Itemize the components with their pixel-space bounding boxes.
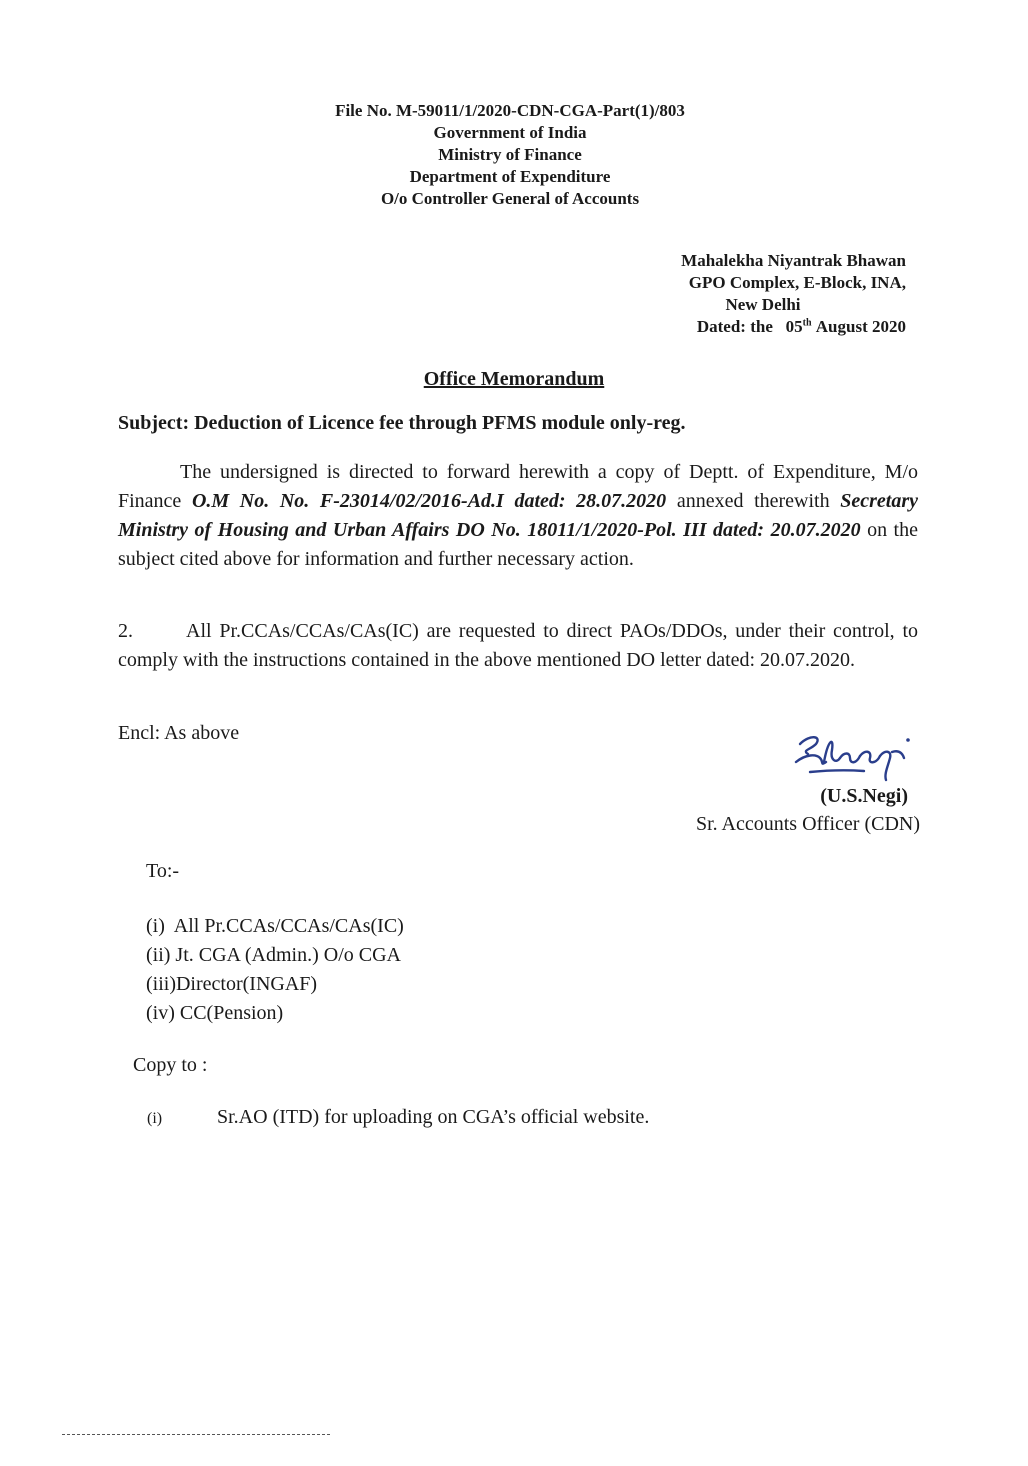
recipients-label: To:-: [146, 860, 180, 882]
copy-to-item: [147, 1106, 649, 1129]
signature-block: [620, 728, 920, 838]
para1-text-3: on the subject cited above for information and further necessary action.: [118, 519, 918, 570]
recipient-item: (ii) Jt. CGA (Admin.) O/o CGA: [146, 944, 401, 966]
address-city: New Delhi: [725, 295, 801, 314]
recipient-item: (iii)Director(INGAF): [146, 973, 318, 995]
header-ministry: Ministry of Finance: [438, 145, 582, 164]
file-number: File No. M-59011/1/2020-CDN-CGA-Part(1)/803: [335, 101, 685, 120]
signatory-name: (U.S.Negi): [820, 785, 908, 807]
date-prefix: Dated: the: [696, 317, 773, 336]
memo-title: Office Memorandum: [423, 368, 605, 390]
paragraph-2: [118, 617, 918, 675]
para2-text: All Pr.CCAs/CCAs/CAs(IC) are requested to direct PAOs/DDOs, under their control, to comply with the instructions contained in the above mentioned DO letter dated: 20.07.2020.: [118, 620, 918, 671]
header-government: Government of India: [433, 123, 587, 142]
paragraph-1: [118, 458, 918, 574]
office-address: [560, 250, 906, 338]
date-day: 05: [785, 317, 803, 336]
para1-text-1: The undersigned is directed to forward herewith a copy of Deptt. of Expenditure, M/o Finance: [118, 461, 918, 512]
address-building: Mahalekha Niyantrak Bhawan: [681, 251, 906, 270]
date-suffix: th: [802, 317, 812, 329]
header-office: O/o Controller General of Accounts: [380, 189, 640, 208]
recipient-item: (i) All Pr.CCAs/CCAs/CAs(IC): [146, 915, 404, 937]
copy-to-label: Copy to :: [133, 1054, 208, 1076]
date-month-year: August 2020: [815, 317, 906, 336]
recipients-list: [146, 912, 404, 1028]
copy-item-number: (i): [147, 1110, 163, 1127]
recipient-item: (iv) CC(Pension): [146, 1002, 284, 1024]
copy-item-text: Sr.AO (ITD) for uploading on CGA’s official website.: [217, 1106, 650, 1128]
para1-om-reference: O.M No. No. F-23014/02/2016-Ad.I dated: 28.07.2020: [191, 490, 667, 512]
memo-subject: Subject: Deduction of Licence fee through PFMS module only-reg.: [118, 412, 686, 434]
para1-do-reference: Secretary Ministry of Housing and Urban Affairs DO No. 18011/1/2020-Pol. III dated: 20.07.2020: [118, 490, 918, 541]
footer-rule: [62, 1434, 330, 1435]
para2-number: 2.: [118, 620, 133, 642]
signatory-designation: Sr. Accounts Officer (CDN): [695, 813, 920, 835]
address-complex: GPO Complex, E-Block, INA,: [688, 273, 906, 292]
para1-text-2: annexed therewith: [666, 490, 841, 512]
header-department: Department of Expenditure: [409, 167, 611, 186]
handwritten-signature: [780, 728, 920, 782]
memo-date: [560, 316, 906, 338]
document-header: [200, 100, 820, 210]
enclosure-note: Encl: As above: [118, 722, 240, 744]
